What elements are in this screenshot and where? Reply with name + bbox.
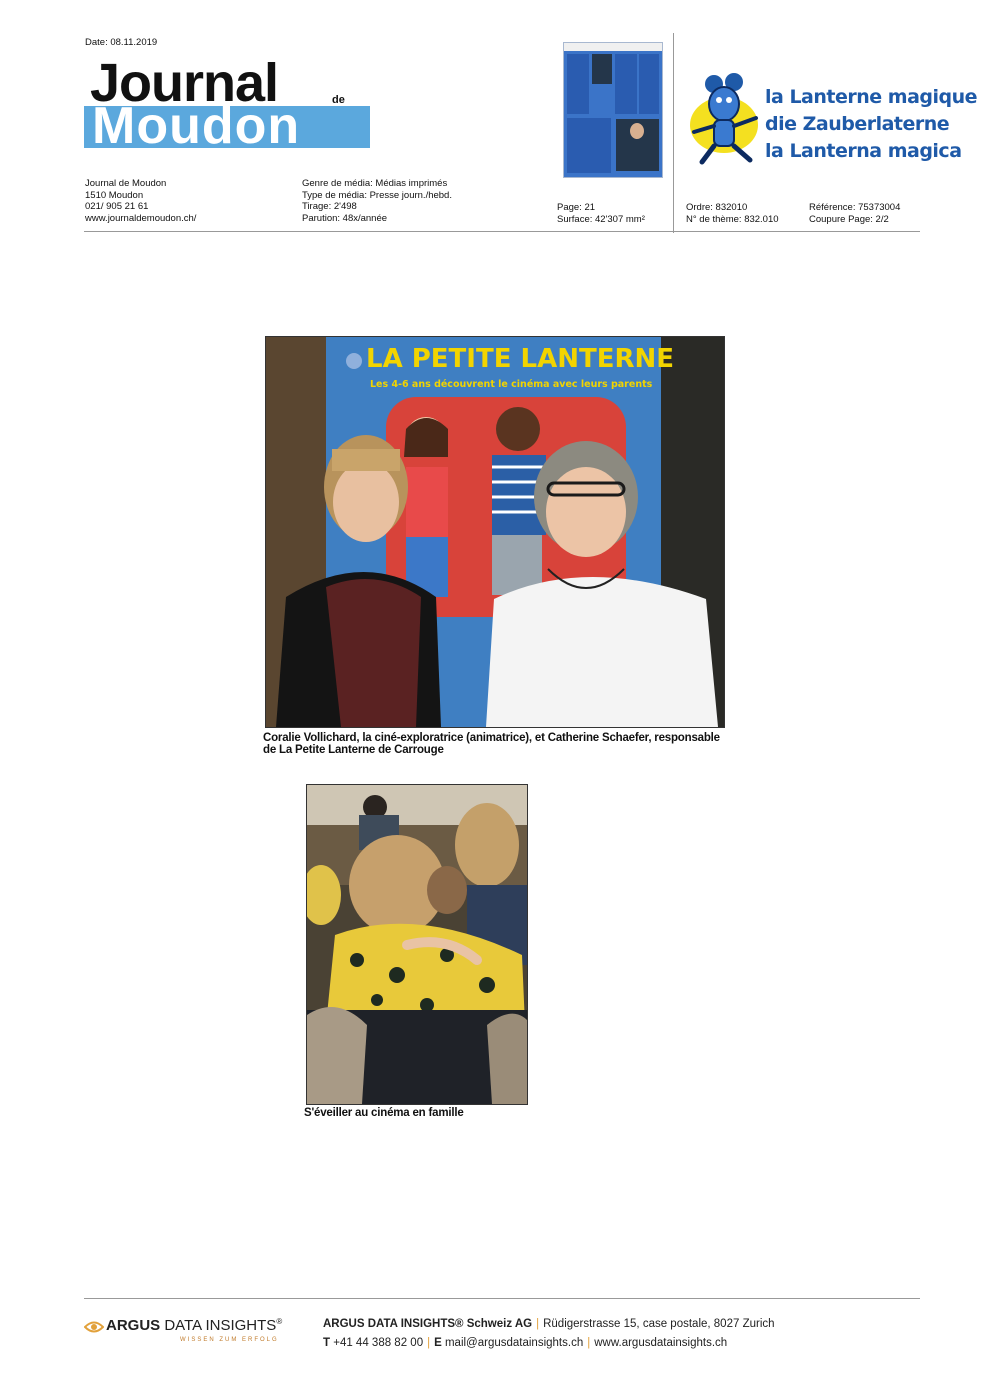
footer-email-link[interactable]: mail@argusdatainsights.ch: [444, 1337, 584, 1349]
lanterne-logo-line1: la Lanterne magique: [765, 86, 978, 108]
footer-company: ARGUS DATA INSIGHTS® Schweiz AG: [323, 1318, 533, 1330]
photo2-caption: S'éveiller au cinéma en famille: [304, 1107, 464, 1119]
argus-logo-tagline: WISSEN ZUM ERFOLG: [180, 1337, 279, 1343]
footer-divider: [84, 1298, 920, 1299]
publication-website: www.journaldemoudon.ch/: [85, 212, 197, 224]
photo-animatrice-and-responsable: [265, 336, 725, 728]
journal-masthead-logo: [84, 53, 370, 155]
masthead-de-text: de: [332, 94, 345, 106]
masthead-journal-text: Journal: [90, 53, 279, 113]
footer-company-line: ARGUS DATA INSIGHTS® Schweiz AG | Rüdigerstrasse 15, case postale, 8027 Zurich: [323, 1318, 775, 1330]
media-info: [302, 178, 452, 224]
order-number: Ordre: 832010: [686, 202, 748, 213]
footer-contact-line: T +41 44 388 82 00 | E mail@argusdatainsights.ch | www.argusdatainsights.ch: [323, 1337, 728, 1349]
reference-info: [809, 202, 900, 225]
footer-website-link[interactable]: www.argusdatainsights.ch: [594, 1337, 728, 1349]
publication-city: 1510 Moudon: [85, 189, 144, 201]
page-surface: Surface: 42'307 mm²: [557, 213, 645, 225]
publication-info: [85, 178, 196, 224]
header-vertical-divider: [673, 33, 674, 233]
publication-phone: 021/ 905 21 61: [85, 201, 149, 212]
lanterne-logo-line2: die Zauberlaterne: [765, 113, 950, 135]
argus-logo-name: ARGUS DATA INSIGHTS®: [106, 1317, 283, 1334]
page-info: [557, 202, 645, 225]
header-divider: [84, 231, 920, 232]
footer-phone: +41 44 388 82 00: [333, 1337, 424, 1349]
lanterne-logo-line3: la Lanterna magica: [765, 140, 962, 162]
document-date: Date: 08.11.2019: [85, 37, 158, 48]
media-genre: Genre de média: Médias imprimés: [302, 178, 448, 189]
media-parution: Parution: 48x/année: [302, 212, 388, 224]
order-info: [686, 202, 779, 225]
theme-number: N° de thème: 832.010: [686, 213, 779, 225]
reference-number: Référence: 75373004: [809, 202, 901, 213]
media-type: Type de média: Presse journ./hebd.: [302, 189, 452, 201]
page-number: Page: 21: [557, 202, 596, 213]
lanterne-mascot-icon: [684, 70, 764, 170]
publication-name: Journal de Moudon: [85, 178, 167, 189]
photo-family-at-cinema: [306, 784, 528, 1105]
photo1-caption: Coralie Vollichard, la ciné-exploratrice (animatrice), et Catherine Schaefer, responsable de La Petite Lanterne de Carrouge: [263, 732, 720, 756]
masthead-moudon-text: Moudon: [92, 97, 301, 155]
argus-eye-icon: [84, 1320, 104, 1334]
clipping-page: Coupure Page: 2/2: [809, 213, 889, 225]
argus-logo: [84, 1316, 294, 1350]
poster-title: LA PETITE LANTERNE: [366, 344, 675, 374]
poster-subtitle: Les 4-6 ans découvrent le cinéma avec leurs parents: [370, 379, 653, 390]
footer-address: Rüdigerstrasse 15, case postale, 8027 Zurich: [543, 1318, 775, 1330]
page-thumbnail: [563, 42, 663, 178]
media-tirage: Tirage: 2'498: [302, 201, 357, 212]
